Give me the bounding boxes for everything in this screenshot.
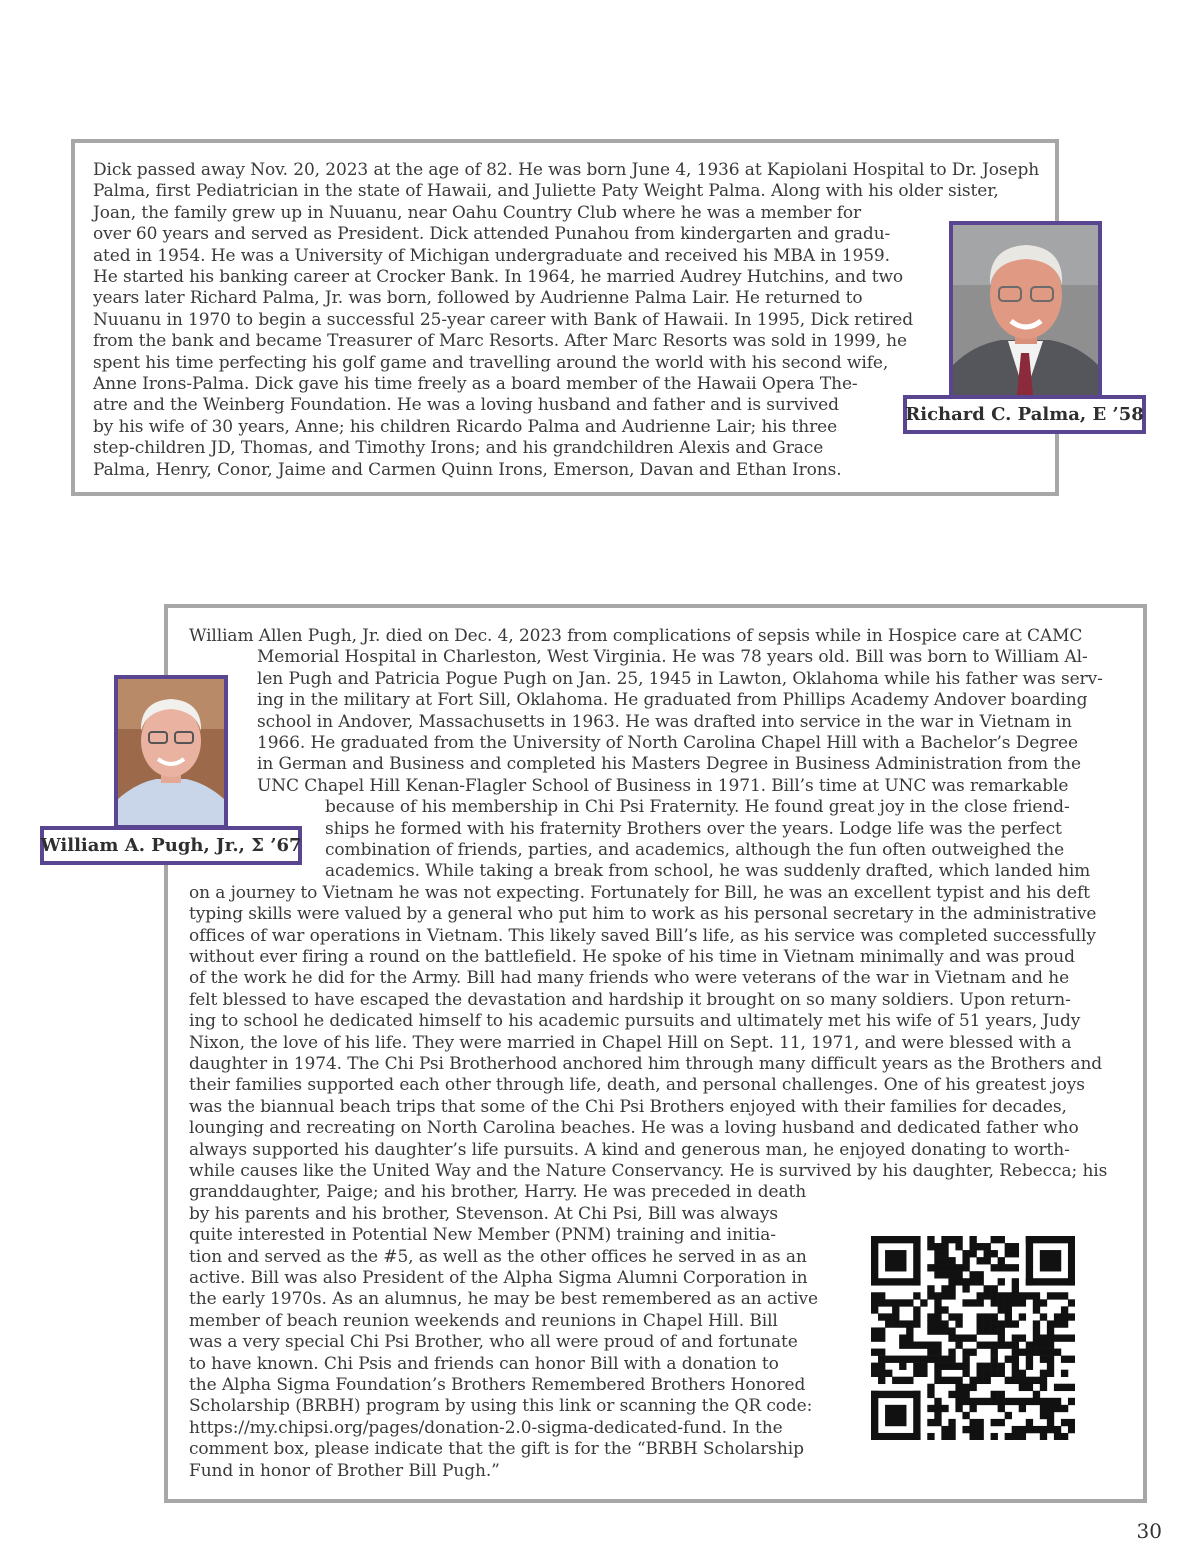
text-line: felt blessed to have escaped the devastation and hardship it brought on so many soldiers. Upon return- xyxy=(189,989,1071,1010)
obituary-text-pugh-body xyxy=(189,883,1107,1183)
text-line: Dick passed away Nov. 20, 2023 at the age of 82. He was born June 4, 1936 at Kapiolani Hospital to Dr. Joseph xyxy=(93,160,1040,180)
portrait-photo-icon xyxy=(953,225,1098,395)
text-line: while causes like the United Way and the Nature Conservancy. He is survived by his daughter, Rebecca; his xyxy=(189,1161,1108,1182)
text-line: in German and Business and completed his Masters Degree in Business Administration from the xyxy=(257,754,1081,775)
text-line: years later Richard Palma, Jr. was born, followed by Audrienne Palma Lair. He returned to xyxy=(93,288,863,309)
qr-code-icon[interactable] xyxy=(871,1236,1075,1440)
text-line: from the bank and became Treasurer of Marc Resorts. After Marc Resorts was sold in 1999, he xyxy=(93,331,907,352)
text-line: Nuuanu in 1970 to begin a successful 25-year career with Bank of Hawaii. In 1995, Dick retired xyxy=(93,309,914,330)
text-line: was a very special Chi Psi Brother, who all were proud of and fortunate xyxy=(189,1332,798,1353)
text-line: Scholarship (BRBH) program by using this link or scanning the QR code: xyxy=(189,1396,813,1417)
text-line: Fund in honor of Brother Bill Pugh.” xyxy=(189,1460,500,1481)
obituary-text-pugh-first-line xyxy=(189,626,1082,647)
text-line: Palma, Henry, Conor, Jaime and Carmen Quinn Irons, Emerson, Davan and Ethan Irons. xyxy=(93,459,842,480)
text-line: academics. While taking a break from school, he was suddenly drafted, which landed him xyxy=(325,861,1091,882)
obituary-text-pugh-closing xyxy=(189,1182,818,1482)
text-line: atre and the Weinberg Foundation. He was a loving husband and father and is survived xyxy=(93,395,839,416)
text-line: len Pugh and Patricia Pogue Pugh on Jan. 25, 1945 in Lawton, Oklahoma while his father was serv- xyxy=(257,668,1103,689)
text-line: daughter in 1974. The Chi Psi Brotherhood anchored him through many difficult years as the Brothers and xyxy=(189,1054,1103,1075)
obituary-text-pugh-indent-1 xyxy=(257,647,1103,797)
obituary-text-pugh-indent-2 xyxy=(325,797,1090,883)
text-line: the early 1970s. As an alumnus, he may be best remembered as an active xyxy=(189,1289,818,1310)
portrait-photo-palma xyxy=(949,221,1102,399)
text-line: typing skills were valued by a general who put him to work as his personal secretary in the administrative xyxy=(189,904,1097,925)
text-line: their families supported each other through life, death, and personal challenges. One of his greatest joys xyxy=(189,1075,1085,1096)
text-line: of the work he did for the Army. Bill had many friends who were veterans of the war in Vietnam and he xyxy=(189,968,1070,989)
text-line: over 60 years and served as President. Dick attended Punahou from kindergarten and gradu- xyxy=(93,224,891,245)
text-line: William Allen Pugh, Jr. died on Dec. 4, 2023 from complications of sepsis while in Hospice care at CAMC xyxy=(189,626,1083,646)
text-line: granddaughter, Paige; and his brother, Harry. He was preceded in death xyxy=(189,1182,807,1203)
text-line: Anne Irons-Palma. Dick gave his time freely as a board member of the Hawaii Opera The- xyxy=(93,374,858,395)
text-line: was the biannual beach trips that some of the Chi Psi Brothers enjoyed with their families for decades, xyxy=(189,1096,1067,1117)
text-line: always supported his daughter’s life pursuits. A kind and generous man, he enjoyed donating to worth- xyxy=(189,1139,1070,1160)
text-line: quite interested in Potential New Member (PNM) training and initia- xyxy=(189,1225,776,1246)
qr-code[interactable] xyxy=(871,1236,1075,1440)
text-line: Joan, the family grew up in Nuuanu, near Oahu Country Club where he was a member for xyxy=(93,202,862,223)
text-line: He started his banking career at Crocker Bank. In 1964, he married Audrey Hutchins, and two xyxy=(93,267,904,288)
obituary-text-palma xyxy=(93,160,1039,481)
text-line: offices of war operations in Vietnam. This likely saved Bill’s life, as his service was completed successfully xyxy=(189,925,1096,946)
text-line: spent his time perfecting his golf game and travelling around the world with his second wife, xyxy=(93,352,889,373)
text-line: step-children JD, Thomas, and Timothy Irons; and his grandchildren Alexis and Grace xyxy=(93,438,824,459)
text-line: because of his membership in Chi Psi Fraternity. He found great joy in the close friend- xyxy=(325,797,1070,818)
text-line: member of beach reunion weekends and reunions in Chapel Hill. Bill xyxy=(189,1310,778,1331)
text-line: ing in the military at Fort Sill, Oklahoma. He graduated from Phillips Academy Andover boarding xyxy=(257,690,1088,711)
text-line: the Alpha Sigma Foundation’s Brothers Remembered Brothers Honored xyxy=(189,1375,806,1396)
text-line: to have known. Chi Psis and friends can honor Bill with a donation to xyxy=(189,1353,779,1374)
caption-pugh: William A. Pugh, Jr., Σ ’67 xyxy=(40,826,302,865)
text-line: without ever firing a round on the battlefield. He spoke of his time in Vietnam minimally and was proud xyxy=(189,947,1075,968)
text-line: ships he formed with his fraternity Brothers over the years. Lodge life was the perfect xyxy=(325,818,1062,839)
text-line: combination of friends, parties, and academics, although the fun often outweighed the xyxy=(325,840,1065,860)
text-line: ated in 1954. He was a University of Michigan undergraduate and received his MBA in 1959. xyxy=(93,245,890,266)
text-line: tion and served as the #5, as well as the other offices he served in as an xyxy=(189,1246,807,1267)
text-line: https://my.chipsi.org/pages/donation-2.0-sigma-dedicated-fund. In the xyxy=(189,1417,783,1438)
portrait-photo-icon xyxy=(118,679,224,825)
text-line: on a journey to Vietnam he was not expecting. Fortunately for Bill, he was an excellent typist and his deft xyxy=(189,882,1090,903)
text-line: active. Bill was also President of the Alpha Sigma Alumni Corporation in xyxy=(189,1268,808,1289)
text-line: by his parents and his brother, Stevenson. At Chi Psi, Bill was always xyxy=(189,1203,778,1224)
text-line: UNC Chapel Hill Kenan-Flagler School of Business in 1971. Bill’s time at UNC was remarkable xyxy=(257,775,1069,796)
text-line: by his wife of 30 years, Anne; his children Ricardo Palma and Audrienne Lair; his three xyxy=(93,416,838,437)
text-line: Nixon, the love of his life. They were married in Chapel Hill on Sept. 11, 1971, and were blessed with a xyxy=(189,1032,1072,1053)
text-line: Memorial Hospital in Charleston, West Virginia. He was 78 years old. Bill was born to William Al- xyxy=(257,647,1088,668)
page-number: 30 xyxy=(1136,1519,1162,1543)
caption-palma: Richard C. Palma, E ’58 xyxy=(903,395,1146,434)
text-line: school in Andover, Massachusetts in 1963. He was drafted into service in the war in Vietnam in xyxy=(257,711,1072,732)
text-line: ing to school he dedicated himself to his academic pursuits and ultimately met his wife of 51 years, Judy xyxy=(189,1011,1081,1032)
text-line: comment box, please indicate that the gift is for the “BRBH Scholarship xyxy=(189,1439,804,1460)
text-line: lounging and recreating on North Carolina beaches. He was a loving husband and dedicated father who xyxy=(189,1118,1079,1139)
portrait-photo-pugh xyxy=(114,675,228,829)
text-line: 1966. He graduated from the University of North Carolina Chapel Hill with a Bachelor’s Degree xyxy=(257,733,1078,754)
text-line: Palma, first Pediatrician in the state of Hawaii, and Juliette Paty Weight Palma. Along with his older sister, xyxy=(93,181,999,202)
